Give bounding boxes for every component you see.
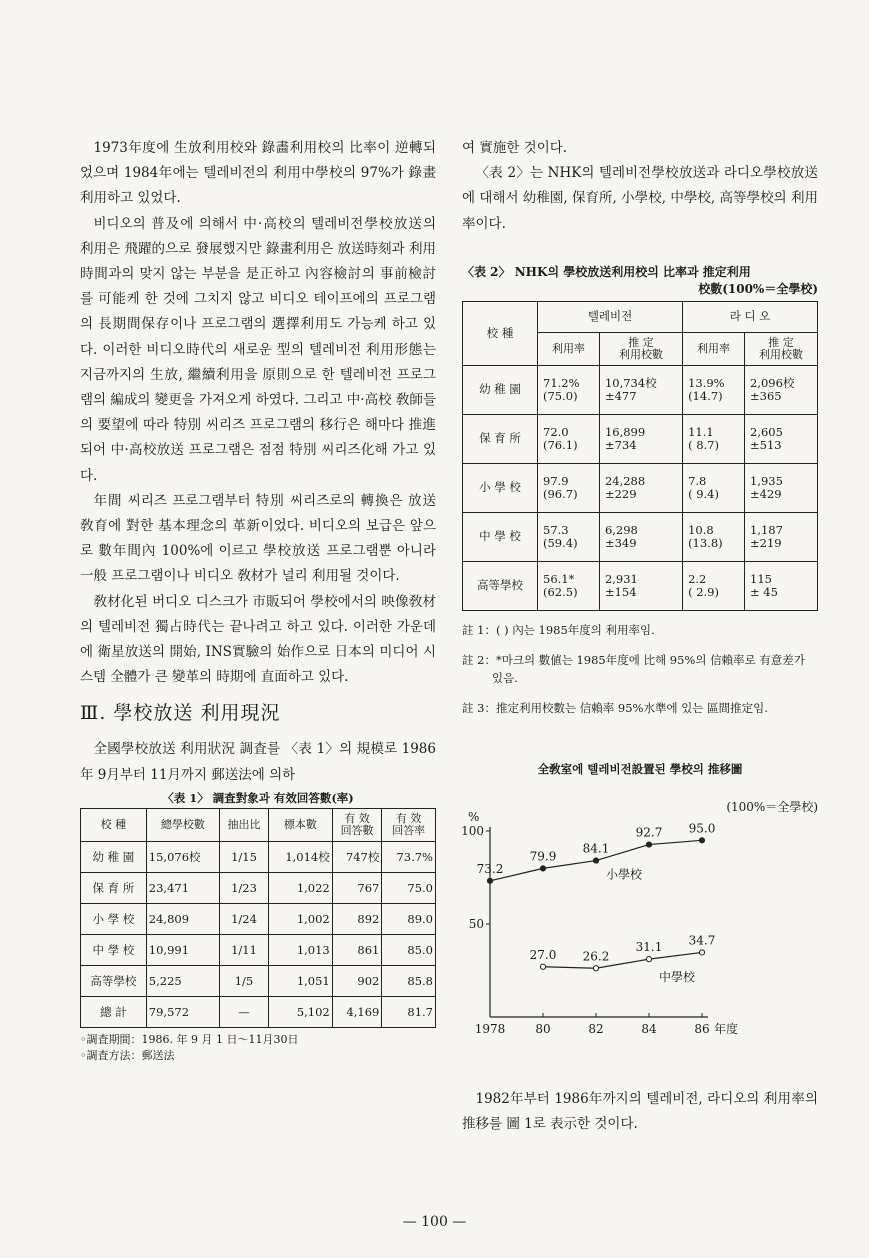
table1-header: 有 效 回答數 <box>332 808 382 841</box>
table1-cell: 85.8 <box>382 965 436 996</box>
table1-cell: 24,809 <box>146 903 219 934</box>
table1-cell: 1/15 <box>219 841 268 872</box>
table1-cell: 保 育 所 <box>81 872 147 903</box>
table1-row <box>81 934 436 965</box>
data-point <box>540 964 545 969</box>
x-tick-label: 1978 <box>474 1021 506 1036</box>
data-point <box>699 950 704 955</box>
table2-cell-radio-rate: 11.1 ( 8.7) <box>683 414 745 463</box>
paragraph-table2-intro: 〈表 2〉는 NHK의 텔레비전學校放送과 라디오學校放送에 대해서 幼稚園, 保育所, 小學校, 中學校, 高等學校의 利用率이다. <box>462 165 818 232</box>
left-column <box>80 136 436 1064</box>
table2-tv-header: 텔레비전 <box>538 301 683 332</box>
table2-cell-radio-est: 1,935 ±429 <box>745 463 818 512</box>
table1-cell: 85.0 <box>382 934 436 965</box>
section-heading: Ⅲ. 學校放送 利用現況 <box>80 702 281 725</box>
data-label: 27.0 <box>529 947 557 962</box>
x-axis-label: 年度 <box>714 1021 739 1036</box>
table1-note-period: ◦調査期間：1986. 年 9 月 1 日～11月30日 <box>80 1032 299 1046</box>
table2-cell-school: 保 育 所 <box>463 414 538 463</box>
table2-row <box>463 365 818 414</box>
table1-header: 抽出比 <box>219 808 268 841</box>
table2-notes <box>462 621 818 717</box>
table-2 <box>462 301 818 611</box>
chart-note: (100%＝全學校) <box>726 799 818 814</box>
table1-cell: 1,014校 <box>269 841 333 872</box>
table1-cell: 747校 <box>332 841 382 872</box>
data-label: 84.1 <box>582 841 610 856</box>
y-tick-label: 50 <box>468 916 484 931</box>
table2-note-1: 註 1：( ) 內는 1985年度의 利用率임. <box>462 622 655 637</box>
table1-cell: 79,572 <box>146 996 219 1027</box>
table1-caption: 〈表 1〉 調査對象과 有效回答數(率) <box>162 790 354 805</box>
chart-title: 全敎室에 텔레비전設置된 學校의 推移圖 <box>537 761 743 776</box>
table1-cell: 中 學 校 <box>81 934 147 965</box>
table2-body <box>463 365 818 610</box>
table1-cell: 892 <box>332 903 382 934</box>
data-label: 79.9 <box>529 849 557 864</box>
table2-caption-line1: 〈表 2〉 NHK의 學校放送利用校의 比率과 推定利用 <box>462 264 751 279</box>
table2-cell-radio-est: 1,187 ±219 <box>745 512 818 561</box>
table1-cell: 1,002 <box>269 903 333 934</box>
table2-cell-radio-est: 2,096校 ±365 <box>745 365 818 414</box>
table1-header: 有 效 回答率 <box>382 808 436 841</box>
table1-row <box>81 903 436 934</box>
data-label: 31.1 <box>635 939 663 954</box>
data-label: 73.2 <box>476 861 504 876</box>
closing-paragraph: 1982年부터 1986年까지의 텔레비전, 라디오의 利用率의 推移를 圖 1로 表示한 것이다. <box>462 1090 818 1133</box>
table1-cell: 1,022 <box>269 872 333 903</box>
table2-cell-tv-rate: 97.9 (96.7) <box>538 463 600 512</box>
table2-cell-radio-rate: 13.9% (14.7) <box>683 365 745 414</box>
y-unit-label: % <box>468 809 480 824</box>
table2-cell-radio-rate: 10.8 (13.8) <box>683 512 745 561</box>
table1-cell: 81.7 <box>382 996 436 1027</box>
table1-cell: 767 <box>332 872 382 903</box>
data-label: 34.7 <box>688 933 716 948</box>
paragraph-5: 全國學校放送 利用狀況 調査를 〈表 1〉의 規模로 1986年 9月부터 11月까지 郵送法에 의하 <box>80 741 436 783</box>
table2-cell-school: 小 學 校 <box>463 463 538 512</box>
table2-note-3: 註 3：推定利用校數는 信賴率 95%水準에 있는 區間推定임. <box>462 700 768 715</box>
series-name-label: 小學校 <box>606 867 643 882</box>
table2-row <box>463 463 818 512</box>
table1-cell: 幼 稚 園 <box>81 841 147 872</box>
table1-cell: 89.0 <box>382 903 436 934</box>
table1-header: 校 種 <box>81 808 147 841</box>
table2-note-2: 註 2：*마크의 數値는 1985年度에 比해 95%의 信賴率로 有意差가 있음. <box>462 652 805 685</box>
table1-header-row <box>81 808 436 841</box>
data-point <box>699 838 704 843</box>
series-name-label: 中學校 <box>659 969 696 984</box>
data-label: 95.0 <box>688 821 716 836</box>
table1-cell: 902 <box>332 965 382 996</box>
table1-cell: 23,471 <box>146 872 219 903</box>
table2-cell-tv-rate: 56.1* (62.5) <box>538 561 600 610</box>
table1-cell: 1/24 <box>219 903 268 934</box>
table1-cell: 15,076校 <box>146 841 219 872</box>
table-1 <box>80 808 436 1028</box>
table2-sub-est: 推 定 利用校數 <box>745 332 818 365</box>
data-label: 92.7 <box>635 825 663 840</box>
table1-cell: 1/5 <box>219 965 268 996</box>
table1-cell: 73.7% <box>382 841 436 872</box>
data-point <box>487 878 492 883</box>
table1-row <box>81 841 436 872</box>
table1-cell: 1,013 <box>269 934 333 965</box>
table1-cell: 4,169 <box>332 996 382 1027</box>
table1-cell: 高等學校 <box>81 965 147 996</box>
table2-sub-rate: 利用率 <box>538 332 600 365</box>
table1-cell: 10,991 <box>146 934 219 965</box>
table1-row <box>81 996 436 1027</box>
table1-cell: 小 學 校 <box>81 903 147 934</box>
table1-cell: 1,051 <box>269 965 333 996</box>
table2-sub-est: 推 定 利用校數 <box>599 332 682 365</box>
paragraph-continued: 여 實施한 것이다. <box>462 140 568 156</box>
table2-cell-tv-est: 24,288 ±229 <box>599 463 682 512</box>
paragraph-1: 1973年度에 生放利用校와 錄畵利用校의 比率이 逆轉되었으며 1984年에는 텔레비전의 利用中學校의 97%가 錄畫利用하고 있었다. <box>80 140 436 207</box>
table2-cell-tv-rate: 57.3 (59.4) <box>538 512 600 561</box>
table1-header: 總學校數 <box>146 808 219 841</box>
table1-cell: 1/23 <box>219 872 268 903</box>
table2-cell-tv-est: 2,931 ±154 <box>599 561 682 610</box>
right-column <box>462 136 818 1137</box>
table2-cell-radio-est: 115 ± 45 <box>745 561 818 610</box>
paragraph-3: 年間 씨리즈 프로그램부터 特別 씨리즈로의 轉換은 放送敎育에 對한 基本理念의 革新이었다. 비디오의 보급은 앞으로 數年間內 100%에 이르고 學校放送 프로그램뿐 아니라 一般 프로그램이나 비디오 敎材가 널리 利用될 것이다. <box>80 492 436 585</box>
x-tick-label: 80 <box>535 1021 551 1036</box>
table1-note-method: ◦調査方法：郵送法 <box>80 1048 175 1062</box>
series-line <box>543 952 702 968</box>
paragraph-4: 敎材化된 버디오 디스크가 市販되어 學校에서의 映像敎材의 텔레비전 獨占時代는 끝나려고 하고 있다. 이러한 가운데에 衛星放送의 開始, INS實驗의 始作으로 日本의 미디어 시스템 全體가 큰 變革의 時期에 直面하고 있다. <box>80 593 436 686</box>
table1-row <box>81 872 436 903</box>
table2-header-row <box>463 301 818 332</box>
table2-cell-radio-rate: 7.8 ( 9.4) <box>683 463 745 512</box>
table2-caption-line2: 校數(100%＝全學校) <box>698 281 818 296</box>
data-label: 26.2 <box>582 949 610 964</box>
table2-cell-tv-est: 10,734校 ±477 <box>599 365 682 414</box>
table2-radio-header: 라 디 오 <box>683 301 818 332</box>
table2-school-header: 校 種 <box>463 301 538 365</box>
table2-cell-tv-rate: 71.2% (75.0) <box>538 365 600 414</box>
table1-header: 標本數 <box>269 808 333 841</box>
table1-body <box>81 841 436 1027</box>
page-number: — 100 — <box>402 1214 467 1230</box>
table1-cell: 總 計 <box>81 996 147 1027</box>
data-point <box>540 866 545 871</box>
line-chart <box>461 799 818 1063</box>
x-tick-label: 86 <box>694 1021 710 1036</box>
x-tick-label: 82 <box>588 1021 604 1036</box>
table1-cell: 861 <box>332 934 382 965</box>
table2-caption <box>462 263 818 297</box>
y-tick-label: 100 <box>461 823 484 838</box>
table1-cell: — <box>219 996 268 1027</box>
table2-row <box>463 512 818 561</box>
table1-row <box>81 965 436 996</box>
table1-cell: 5,225 <box>146 965 219 996</box>
table1-cell: 5,102 <box>269 996 333 1027</box>
table2-sub-rate: 利用率 <box>683 332 745 365</box>
data-point <box>646 956 651 961</box>
table1-cell: 1/11 <box>219 934 268 965</box>
data-point <box>593 965 598 970</box>
x-tick-label: 84 <box>641 1021 657 1036</box>
table2-cell-school: 中 學 校 <box>463 512 538 561</box>
table2-cell-school: 幼 稚 園 <box>463 365 538 414</box>
table2-cell-radio-est: 2,605 ±513 <box>745 414 818 463</box>
table2-cell-tv-est: 6,298 ±349 <box>599 512 682 561</box>
table2-cell-school: 高等學校 <box>463 561 538 610</box>
data-point <box>593 858 598 863</box>
table2-cell-tv-rate: 72.0 (76.1) <box>538 414 600 463</box>
data-point <box>646 842 651 847</box>
table2-cell-tv-est: 16,899 ±734 <box>599 414 682 463</box>
table1-cell: 75.0 <box>382 872 436 903</box>
paragraph-2: 비디오의 普及에 의해서 中·高校의 텔레비전學校放送의 利用은 飛躍的으로 發展했지만 錄畫利用은 放送時刻과 利用時間과의 맞지 않는 부분을 是正하고 內容檢討의 事前檢討를 可能케 한 것에 그치지 않고 비디오 테이프에의 프로그램의 長期間保存이나 프로그램의 選擇利用도 가능케 하고 있다. 이러한 비디오時代의 새로운 型의 텔레비전 利用形態는 지금까지의 生放, 繼續利用을 原則으로 한 텔레비전 프로그램의 編成의 變更을 가져오게 하였다. 그리고 中·高校 敎師들의 要望에 따라 特別 씨리즈 프로그램의 移行은 해마다 推進되어 中·高校放送 프로그램은 점점 特別 씨리즈化해 가고 있다. <box>80 215 436 484</box>
table2-row <box>463 561 818 610</box>
table2-cell-radio-rate: 2.2 ( 2.9) <box>683 561 745 610</box>
table2-row <box>463 414 818 463</box>
